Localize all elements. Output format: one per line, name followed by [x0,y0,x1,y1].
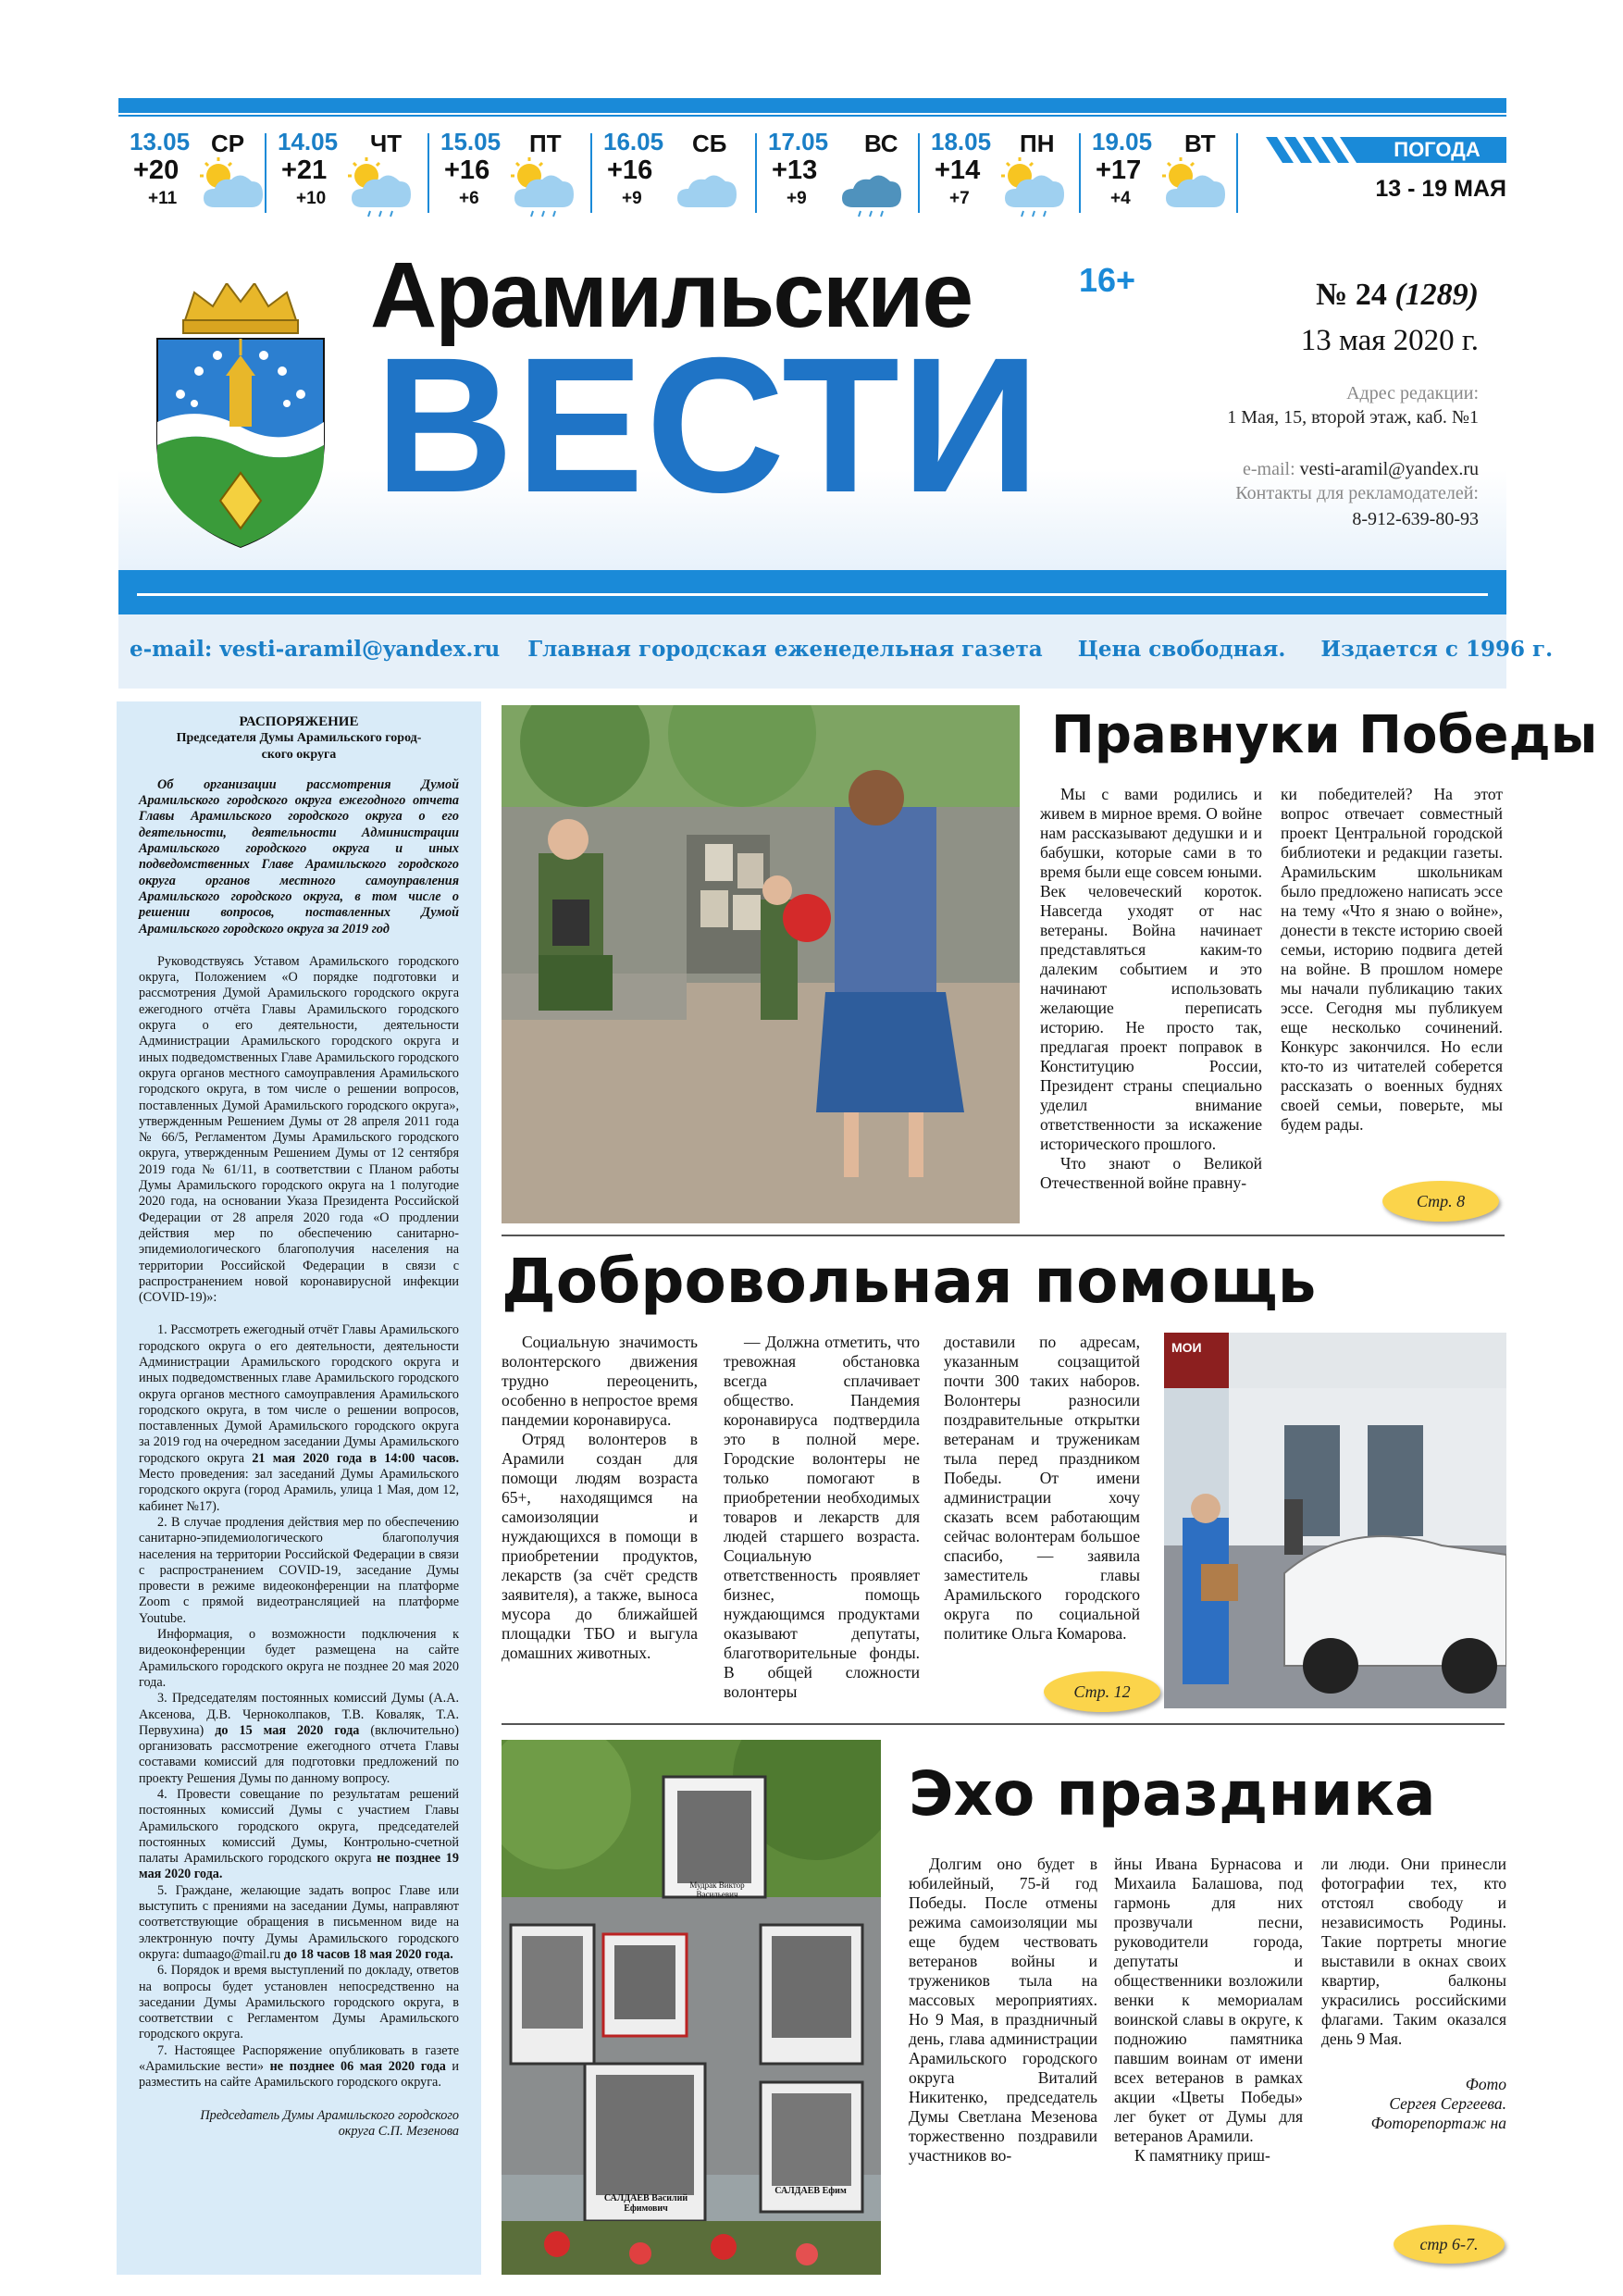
article2-col1a-text: Социальную значимость волонтерского движения трудно переоценить, особенно в непростое время пандемии коронавируса. [502,1333,698,1429]
article1-col2-text: ки победителей? На этот вопрос отвечает совместный проект Центральной городской библиотеки и редакции газеты. Арамильским школьникам было предложено написать эссе на тему «Что я знаю о войне», донести в тексте историю своей семьи, историю подвига детей на войне. В прошлом номере мы начали публикацию таких эссе. Сегодня мы публикуем еще несколько сочинений. Конкурс закончился. Но если кто-то из читателей соберется рассказать о военных буднях своей семьи, поверьте, мы будем рады. [1281,785,1503,1134]
order-lead: Об организации рассмотрения Думой Арамильского городского округа ежегодного отчета Главы Арамильского городского округа о его деятельности, деятельности Администрации Арамильского городского округа и иных подведомственных Главе Арамильского городского округа органов местного самоуправления Арамильского городского округа, в том числе о решении вопросов, поставленных Думой Арамильского городского округа за 2019 год [139,776,459,937]
article2-col3 [944,1333,1140,1644]
coat-of-arms-icon [148,283,333,552]
article2-photo [1164,1333,1506,1708]
article1-page-badge[interactable]: Стр. 8 [1382,1181,1499,1222]
article2-col1 [502,1333,698,1663]
weather-separator [590,133,592,213]
weather-high: +14 [935,155,981,185]
weather-high: +16 [607,155,653,185]
sun-rain-icon [997,157,1068,217]
weather-low: +6 [459,189,479,208]
order-p9b: не позднее 06 мая 2020 года [269,2059,446,2075]
email-value[interactable]: vesti-aramil@yandex.ru [1299,459,1479,479]
credit-line-1: Фото [1465,2075,1506,2093]
article1-col1 [1040,785,1262,1193]
order-p6b: не позднее 19 мая 2020 года. [139,1851,459,1882]
weather-high: +13 [772,155,818,185]
article3-col3-text: ли люди. Они принесли фотографии тех, кто отстоял свободу и независимость Родины. Такие портреты многие выставили в окнах своих квартир, балконы украсились российскими флагами. Таким оказался день 9 Мая. [1321,1855,1506,2048]
weather-range: 13 - 19 МАЯ [1375,176,1506,202]
order-p9a: 7. Настоящее Распоряжение опубликовать в газете «Арамильские вести» [139,2042,459,2075]
weather-stripes [1266,137,1368,163]
portrait-label-3: САЛДАЕВ Ефим [774,2186,847,2196]
tagline-email: e-mail: vesti-aramil@yandex.ru [130,637,501,662]
top-blue-bar [118,98,1506,113]
ads-label: Контакты для рекламодателей: [1235,483,1479,503]
weather-low: +11 [148,189,178,208]
tagline-price: Цена свободная. [1077,637,1286,662]
masthead-title-top: Арамильские [370,243,973,347]
article1-col1-text: Мы с вами родились и живем в мирное время. О войне нам рассказывают дедушки и и бабушки, которые сами в то время были еще совсем юными. Век человеческий короток. Навсегда уходят от нас ветераны. Война начинает представляться каким-то далеким событием и это начинают использовать желающие переписать историю. Не просто так, предлагая проект поправок в Конституцию России, Президент страны специально уделил внимание ответственности за искажение исторического прошлого. [1040,785,1262,1153]
rain-cloud-icon [835,157,905,217]
issue-date: 13 мая 2020 г. [1300,324,1479,357]
order-p2 [139,1322,459,1515]
weather-day [768,128,916,230]
weather-day [1092,128,1240,230]
article2-col1b-text: Отряд волонтеров в Арамили создан для помощи людям возраста 65+, находящимся на самоизоляции и нуждающихся в помощи в приобретении продуктов, лекарств (за счёт средств заявителя), а также, выноса мусора до ближайшей площадки ТБО и выгула домашних животных. [502,1430,698,1662]
masthead-email [1064,459,1479,480]
weather-separator [1236,133,1238,213]
weather-date: 19.05 [1092,128,1153,155]
masthead-title-bottom: ВЕСТИ [375,318,1042,533]
weather-high: +21 [281,155,328,185]
portrait-label-2: САЛДАЕВ Василий Ефимович [603,2193,688,2214]
order-p6 [139,1787,459,1883]
tagline-desc: Главная городская еженедельная газета [527,637,1043,662]
credit-line-3: Фоторепортаж на [1370,2114,1506,2132]
article3-credit [1321,2075,1506,2133]
weather-separator [1079,133,1081,213]
order-p8: 6. Порядок и время выступлений по докладу, ответов на вопросы будет установлен непосредственно на заседании Думы Арамильского городского округа, в соответствии с Регламентом Думы Арамильского городского округа. [139,1963,459,2042]
article3-col2b-text: К памятнику приш- [1134,2146,1270,2165]
order-p3: 2. В случае продления действия мер по обеспечению санитарно-эпидемиологического благополучия населения на территории Российской Федерации в связи с распространением COVID-19, заседание Думы провести в режиме видеоконференции на платформе Zoom с прямой видеотрансляцией на платформе Youtube. [139,1514,459,1626]
article2-photo-banner: МОИ [1171,1340,1202,1355]
weather-date: 13.05 [130,128,191,155]
article1-col2 [1281,785,1503,1135]
article1-separator [502,1235,1505,1236]
weather-high: +16 [444,155,490,185]
weather-label: ПОГОДА [1368,137,1506,163]
weather-dow: ПН [1020,130,1055,157]
article2-col2 [724,1333,920,1702]
order-p5 [139,1691,459,1787]
order-subtitle: Председателя Думы Арамильского город-ского округа [176,731,422,762]
article2-col2-text: — Должна отметить, что тревожная обстановка всегда сплачивает общество. Пандемия коронавируса подтвердила это в полной мере. Городские волонтеры не только помогают в приобретении необходимых товаров и лекарств для людей старшего возраста. Социальную ответственность проявляет бизнес, помощь нуждающимся продуктами оказывают депутаты, благотворительные фонды. В общей сложности волонтеры [724,1333,920,1701]
weather-low: +4 [1110,189,1131,208]
partly-cloudy-icon [1158,157,1229,217]
article2-page-badge[interactable]: Стр. 12 [1044,1671,1160,1712]
article3-headline: Эхо праздника [909,1758,1436,1830]
sun-rain-icon [344,157,415,217]
masthead-bottom-bar [118,570,1506,614]
masthead-bottom-line [137,593,1488,596]
email-label: e-mail: [1243,459,1295,479]
weather-separator [918,133,920,213]
age-rating: 16+ [1079,261,1136,299]
order-p7b: до 18 часов 18 мая 2020 года. [283,1946,453,1962]
partly-cloudy-icon [196,157,266,217]
weather-separator [427,133,429,213]
weather-day [278,128,426,230]
article2-col3-text: доставили по адресам, указанным соцзащитой почти 300 таких наборов. Волонтеры разносили поздравительные открытки ветеранам и труженикам тыла перед праздником Победы. От имени администрации хочу сказать всем работающим сейчас волонтерам большое спасибо, — заявила заместитель главы Арамильского городского округа по социальной политике Ольга Комарова. [944,1333,1140,1643]
issue-no: № 24 [1316,278,1387,312]
article2-separator [502,1723,1505,1725]
weather-low: +9 [787,189,807,208]
weather-day [931,128,1079,230]
article3-col2a-text: йны Ивана Бурнасова и Михаила Балашова, под гармонь для них прозвучали песни, руководители города, депутаты и общественники возложили венки к мемориалам воинской славы в округе, к подножию памятника павшим воинам от имени всех ветеранов в рамках акции «Цветы Победы» лег букет от Думы для ветеранов Арамили. [1114,1855,1303,2145]
weather-dow: ВС [864,130,898,157]
cloud-icon [670,157,740,217]
weather-low: +9 [622,189,642,208]
order-p7a: 5. Гражданe, желающие задать вопрос Главе или выступить с прениями на заседании Думы, направляют соответствующие обращения в письменном виде на электронную почту Думы Арамильского городского округа: dumaago@mail.ru [139,1882,459,1962]
order-p2c: Место проведения: зал заседаний Думы Арамильского городского округа (город Арамиль, улица 1 Мая, дом 12, кабинет №17). [139,1467,459,1514]
article1-headline: Правнуки Победы [1051,705,1598,765]
order-p9 [139,2043,459,2091]
order-p7 [139,1883,459,1963]
order-p1: Руководствуясь Уставом Арамильского городского округа, Положением «О порядке подготовки и рассмотрения Думой Арамильского городского округа ежегодного отчёта Главы Арамильского городского округа о его деятельности, деятельности Администрации Арамильского городского округа и иных подведомственных Главе Арамильского городского округа органов местного самоуправления Арамильского городского округа, в том числе о решении вопросов, поставленных Думой Арамильского городского округа», утвержденным Решением Думы от 28 апреля 2011 года № 66/5, Регламентом Думы Арамильского городского округа, утвержденным Решением Думы от 12 сентября 2019 года № 61/11, в соответствии с Планом работы Думы Арамильского городского округа на 1 полугодие 2020 года, на основании Указа Президента Российской Федерации от 28 апреля 2020 года «О продлении действия мер по обеспечению санитарно-эпидемиологического благополучия населения на территории Российской Федерации в связи с распространением новой коронавирусной инфекции (COVID-19)»: [139,953,459,1306]
order-sign: Председатель Думы Арамильского городского округа С.П. Мезенова [200,2107,459,2139]
order-p5a: 3. Председателям постоянных комиссий Думы (А.А. Аксенова, Д.В. Черноколпаков, Т.В. Коваляк, Т.А. Первухина) [139,1691,459,1738]
weather-dow: СБ [692,130,727,157]
tagline [130,637,1554,662]
article3-col2 [1114,1855,1303,2166]
weather-date: 15.05 [440,128,502,155]
article3-col1-text: Долгим оно будет в юбилейный, 75-й год Победы. После отмены режима самоизоляции мы еще будем чествовать ветеранов войны и тружеников тыла на массовых мероприятиях. Но 9 Мая, в праздничный день, глава администрации Арамильского городского округа Виталий Никитенко, председатель Думы Светлана Мезенова торжественно поздравили участников во- [909,1855,1097,2165]
issue-total: (1289) [1394,278,1479,312]
credit-line-2: Сергея Сергеева. [1389,2094,1506,2113]
article3-page-badge[interactable]: стр 6-7. [1394,2225,1505,2264]
issue-number [1110,278,1479,313]
weather-day [603,128,751,230]
order-text [139,713,459,2140]
weather-dow: ЧТ [370,130,403,157]
order-title: РАСПОРЯЖЕНИЕ [239,714,359,729]
weather-date: 14.05 [278,128,339,155]
address: 1 Мая, 15, второй этаж, каб. №1 [1227,407,1479,428]
order-p5b: до 15 мая 2020 года [215,1722,360,1738]
order-p4: Информация, о возможности подключения к видеоконференции будет размещена на сайте Арамильского городского округа не позднее 20 мая 2020 года. [139,1627,459,1690]
weather-separator [755,133,757,213]
article1-photo [502,705,1020,1223]
weather-date: 17.05 [768,128,829,155]
weather-day [440,128,588,230]
weather-high: +20 [133,155,180,185]
tagline-since: Издается с 1996 г. [1320,637,1554,662]
order-p5c: (включительно) организовать рассмотрение ежегодного отчета Главы составами комиссий для подготовки предложений по проекту Решения Думы по данному вопросу. [139,1722,459,1786]
order-p2a: 1. Рассмотреть ежегодный отчёт Главы Арамильского городского округа о его деятельности, деятельности Администрации Арамильского городского округа и иных подведомственных главе Арамильского городского округа органов местного самоуправления Арамильского городского округа, в том числе о решении вопросов, поставленных Думой Арамильского городского округа за 2019 год на очередном заседании Думы Арамильского городского округа [139,1322,459,1466]
sun-rain-icon [507,157,577,217]
portrait-label-1: Мудрак Виктор Васильевич [689,1880,745,1899]
address-label: Адрес редакции: [1346,383,1479,403]
weather-day [130,128,278,230]
order-p6a: 4. Провести совещание по результатам решений постоянных комиссий Думы с участием Главы Арамильского городского округа, председателей постоянных комиссий Думы, Контрольно-счетной палаты Арамильского городского округа [139,1787,459,1867]
weather-dow: ПТ [529,130,562,157]
article1-col1b-text: Что знают о Великой Отечественной войне правну- [1040,1154,1262,1192]
weather-date: 16.05 [603,128,664,155]
article3-col3 [1321,1855,1506,2133]
weather-separator [265,133,266,213]
order-p9c: и разместить на сайте Арамильского городского округа. [139,2059,460,2091]
weather-dow: СР [211,130,245,157]
top-blue-thin [118,115,1506,117]
article3-col1 [909,1855,1097,2166]
order-p2b: 21 мая 2020 года в 14:00 часов. [252,1450,460,1466]
weather-low: +10 [296,189,327,208]
phone: 8-912-639-80-93 [1352,509,1479,529]
article2-headline: Добровольная помощь [502,1246,1317,1317]
weather-date: 18.05 [931,128,992,155]
weather-dow: ВТ [1184,130,1216,157]
weather-low: +7 [949,189,970,208]
weather-high: +17 [1096,155,1142,185]
